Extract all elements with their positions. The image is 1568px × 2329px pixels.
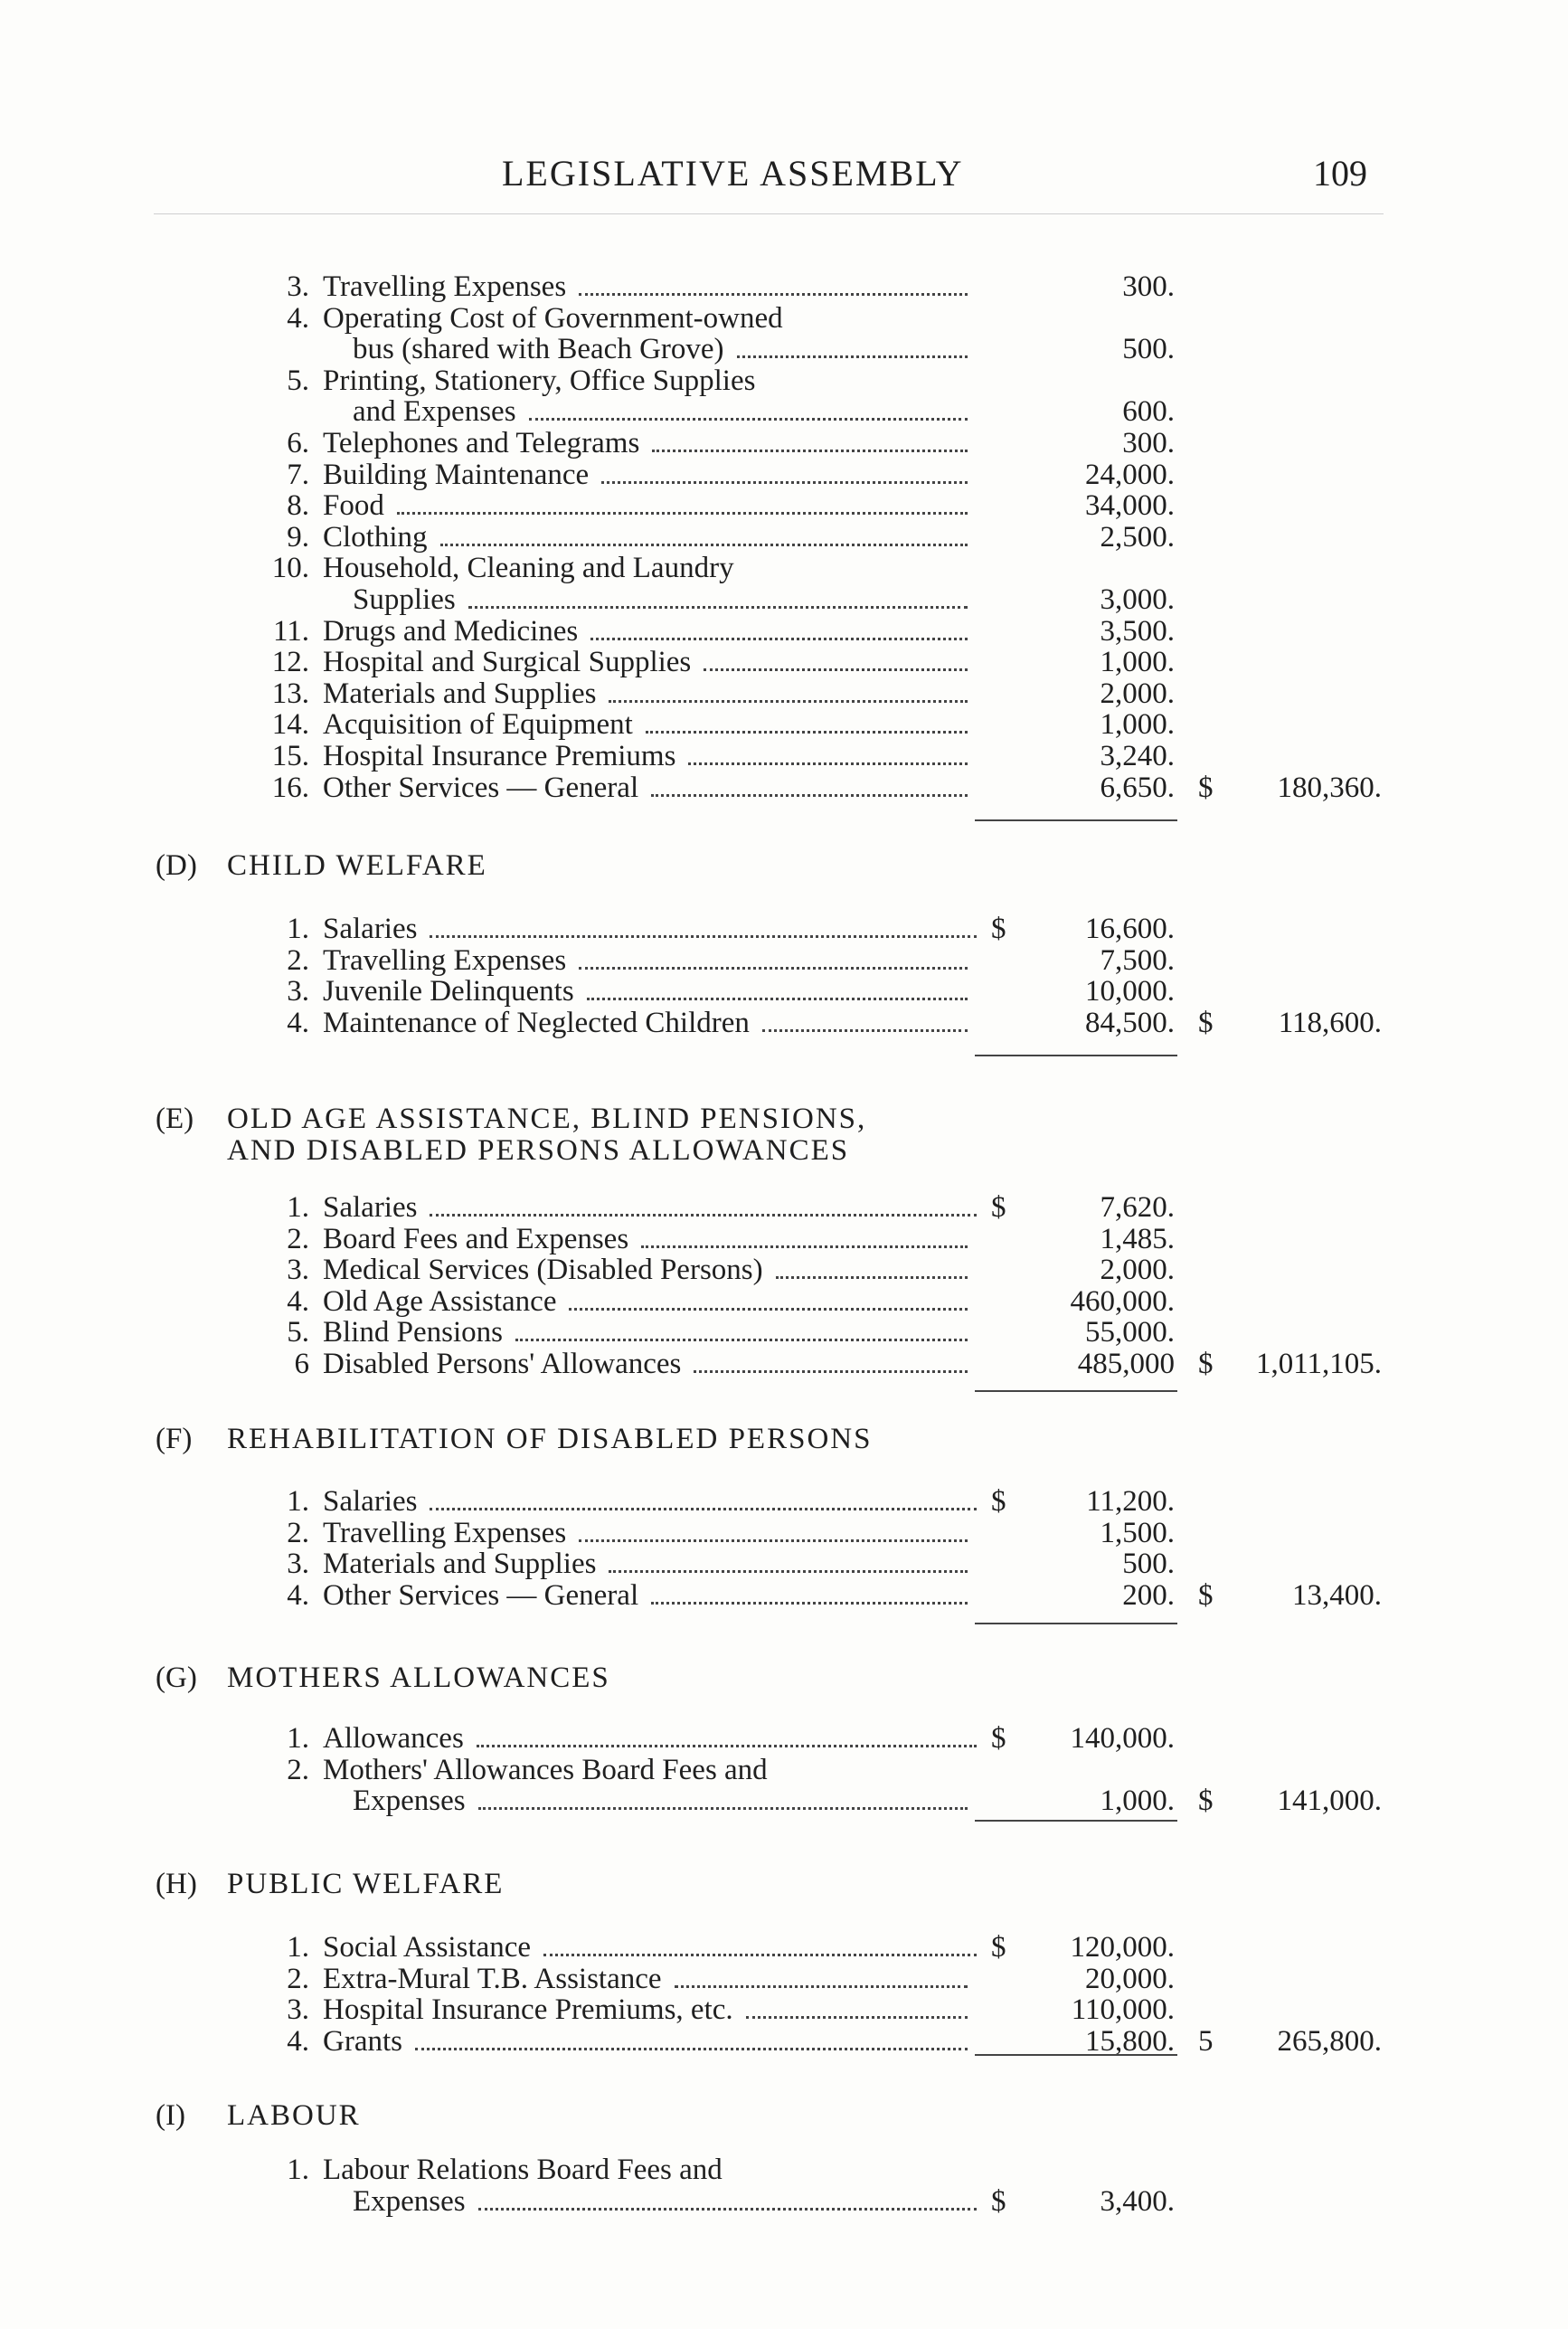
section-heading — [0, 1103, 1568, 1135]
item-number: 10. — [271, 552, 309, 585]
item-amount: 7,500. — [1100, 943, 1175, 977]
line-item — [0, 1224, 1568, 1255]
line-item — [0, 1254, 1568, 1286]
dot-leader — [688, 762, 968, 765]
item-amount: 500. — [1122, 333, 1175, 366]
item-description: Hospital Insurance Premiums, etc. — [323, 1993, 733, 2027]
line-item — [0, 428, 1568, 459]
line-item — [0, 365, 1568, 397]
item-number: 1. — [287, 913, 309, 945]
subtotal-rule — [975, 1820, 1177, 1822]
dot-leader — [694, 1370, 968, 1373]
dot-leader — [515, 1339, 968, 1341]
item-description: Travelling Expenses — [323, 943, 567, 977]
item-description: Disabled Persons' Allowances — [323, 1348, 682, 1380]
item-description: Other Services — General — [323, 771, 639, 804]
item-amount: 24,000. — [1085, 458, 1175, 491]
item-number: 2. — [287, 1222, 309, 1255]
item-amount: 2,500. — [1100, 520, 1175, 554]
subtotal-rule — [975, 1623, 1177, 1624]
line-item — [0, 303, 1568, 335]
dot-leader — [652, 450, 968, 452]
item-amount: 300. — [1122, 427, 1175, 459]
item-amount: 10,000. — [1085, 975, 1175, 1008]
dot-leader — [675, 1985, 968, 1988]
item-description: Supplies — [353, 583, 456, 616]
item-description: Hospital Insurance Premiums — [323, 740, 676, 772]
item-number: 14. — [271, 708, 309, 742]
item-number: 5. — [287, 364, 309, 397]
dot-leader — [601, 481, 968, 484]
item-number: 4. — [287, 1006, 309, 1039]
item-number: 3. — [287, 1254, 309, 1287]
section-title: LABOUR — [227, 2099, 361, 2132]
section-title: OLD AGE ASSISTANCE, BLIND PENSIONS, — [227, 1103, 867, 1135]
section-heading — [0, 1869, 1568, 1900]
item-description: Mothers' Allowances Board Fees and — [323, 1753, 768, 1786]
item-description: Allowances — [323, 1722, 464, 1755]
dot-leader — [762, 1029, 968, 1032]
item-amount: 11,200. — [1086, 1485, 1175, 1518]
page-number: 109 — [1313, 153, 1367, 194]
item-number: 3. — [287, 270, 309, 303]
item-number: 4. — [287, 1578, 309, 1612]
line-item — [0, 1317, 1568, 1349]
item-number: 12. — [271, 646, 309, 679]
item-description: Hospital and Surgical Supplies — [323, 646, 692, 679]
section-total: 180,360. — [1277, 771, 1382, 804]
dot-leader — [543, 1954, 977, 1956]
dot-leader — [430, 935, 977, 938]
line-item — [0, 2154, 1568, 2186]
line-item — [0, 616, 1568, 648]
item-description: Social Assistance — [323, 1931, 532, 1964]
dot-leader — [776, 1276, 968, 1279]
item-amount: 200. — [1122, 1578, 1175, 1612]
item-amount: 500. — [1122, 1548, 1175, 1581]
dot-leader — [478, 1807, 968, 1810]
item-description: Extra-Mural T.B. Assistance — [323, 1962, 662, 1995]
line-item — [0, 459, 1568, 491]
line-item — [0, 1964, 1568, 1995]
item-amount: 84,500. — [1085, 1006, 1175, 1039]
item-description: Clothing — [323, 520, 428, 554]
item-amount: 1,000. — [1100, 708, 1175, 742]
item-description: Salaries — [323, 1485, 418, 1518]
line-item — [0, 1785, 1568, 1817]
line-item — [0, 741, 1568, 772]
item-description: Printing, Stationery, Office Supplies — [323, 364, 756, 397]
dot-leader — [641, 1245, 968, 1248]
section-total: 1,011,105. — [1255, 1348, 1382, 1380]
section-letter: (H) — [156, 1868, 197, 1900]
item-number: 8. — [287, 489, 309, 523]
section-letter: (I) — [156, 2099, 185, 2132]
item-description: Materials and Supplies — [323, 677, 597, 710]
page-header — [0, 152, 1568, 199]
item-description: Old Age Assistance — [323, 1284, 557, 1318]
line-item — [0, 1008, 1568, 1039]
section-total: 141,000. — [1277, 1785, 1382, 1818]
dot-leader — [468, 606, 968, 609]
line-item — [0, 976, 1568, 1008]
dot-leader — [430, 1214, 977, 1217]
line-item — [0, 1192, 1568, 1224]
line-item — [0, 1580, 1568, 1612]
section-title-line2: AND DISABLED PERSONS ALLOWANCES — [227, 1133, 850, 1167]
item-amount: 2,000. — [1100, 1254, 1175, 1287]
item-description: Materials and Supplies — [323, 1548, 597, 1581]
item-number: 3. — [287, 1548, 309, 1581]
dot-leader — [477, 1745, 977, 1747]
section-letter: (F) — [156, 1423, 193, 1455]
subtotal-rule — [975, 819, 1177, 821]
dot-leader — [609, 1570, 968, 1573]
item-amount: 110,000. — [1071, 1993, 1175, 2027]
page-title: LEGISLATIVE ASSEMBLY — [502, 153, 964, 194]
item-amount: 120,000. — [1070, 1931, 1175, 1964]
line-item — [0, 1518, 1568, 1549]
item-description: Grants — [323, 2024, 402, 2058]
total-dollar-sign: $ — [1198, 1006, 1214, 1039]
item-number: 4. — [287, 1284, 309, 1318]
item-description: Expenses — [353, 2184, 466, 2218]
dollar-sign: $ — [991, 1485, 1006, 1518]
item-number: 2. — [287, 943, 309, 977]
item-description: Labour Relations Board Fees and — [323, 2154, 723, 2186]
item-description: Board Fees and Expenses — [323, 1222, 629, 1255]
line-item — [0, 2186, 1568, 2218]
line-item — [0, 914, 1568, 945]
item-amount: 20,000. — [1085, 1962, 1175, 1995]
subtotal-rule — [975, 2054, 1177, 2056]
section-total: 13,400. — [1292, 1578, 1382, 1612]
line-item — [0, 1755, 1568, 1786]
line-item — [0, 522, 1568, 554]
dot-leader — [746, 2016, 968, 2019]
header-rule — [154, 213, 1384, 214]
line-item — [0, 490, 1568, 522]
item-number: 3. — [287, 1993, 309, 2027]
item-description: Expenses — [353, 1785, 466, 1818]
line-item — [0, 396, 1568, 428]
section-heading — [0, 2100, 1568, 2132]
item-number: 1. — [287, 2154, 309, 2186]
item-amount: 3,240. — [1100, 740, 1175, 772]
item-description: Acquisition of Equipment — [323, 708, 633, 742]
item-amount: 3,000. — [1100, 583, 1175, 616]
item-description: Salaries — [323, 1191, 418, 1224]
item-number: 16. — [271, 771, 309, 804]
dollar-sign: $ — [991, 2184, 1006, 2218]
item-number: 6 — [294, 1348, 309, 1380]
item-number: 5. — [287, 1316, 309, 1349]
item-number: 1. — [287, 1722, 309, 1755]
total-dollar-sign: $ — [1198, 1348, 1214, 1380]
item-amount: 55,000. — [1085, 1316, 1175, 1349]
item-amount: 1,000. — [1100, 646, 1175, 679]
item-amount: 3,500. — [1100, 614, 1175, 648]
line-item — [0, 772, 1568, 804]
total-dollar-sign: $ — [1198, 1578, 1214, 1612]
dot-leader — [737, 355, 968, 358]
item-description: Medical Services (Disabled Persons) — [323, 1254, 763, 1287]
dollar-sign: $ — [991, 1931, 1006, 1964]
dollar-sign: $ — [991, 1722, 1006, 1755]
item-description: Blind Pensions — [323, 1316, 503, 1349]
dot-leader — [478, 2208, 977, 2211]
item-number: 2. — [287, 1962, 309, 1995]
item-number: 1. — [287, 1931, 309, 1964]
line-item — [0, 945, 1568, 977]
item-amount: 6,650. — [1100, 771, 1175, 804]
item-description: Telephones and Telegrams — [323, 427, 640, 459]
dollar-sign: $ — [991, 1191, 1006, 1224]
dot-leader — [529, 418, 968, 421]
item-amount: 140,000. — [1070, 1722, 1175, 1755]
item-number: 13. — [271, 677, 309, 710]
item-description: Food — [323, 489, 384, 523]
section-title: CHILD WELFARE — [227, 849, 487, 882]
line-item — [0, 584, 1568, 616]
subtotal-rule — [975, 1055, 1177, 1056]
section-title: REHABILITATION OF DISABLED PERSONS — [227, 1423, 873, 1455]
item-amount: 34,000. — [1085, 489, 1175, 523]
dot-leader — [609, 700, 968, 703]
item-number: 11. — [272, 614, 309, 648]
dot-leader — [587, 998, 968, 1000]
line-item — [0, 1486, 1568, 1518]
item-description: Operating Cost of Government-owned — [323, 301, 783, 335]
item-description: Juvenile Delinquents — [323, 975, 574, 1008]
dot-leader — [590, 638, 968, 640]
line-item — [0, 2026, 1568, 2058]
item-number: 4. — [287, 2024, 309, 2058]
dot-leader — [569, 1308, 968, 1311]
item-description: Drugs and Medicines — [323, 614, 579, 648]
section-title: PUBLIC WELFARE — [227, 1868, 505, 1900]
item-number: 2. — [287, 1753, 309, 1786]
section-letter: (E) — [156, 1103, 194, 1135]
item-description: Household, Cleaning and Laundry — [323, 552, 734, 585]
item-amount: 600. — [1122, 395, 1175, 429]
dot-leader — [397, 512, 968, 515]
line-item — [0, 553, 1568, 584]
line-item — [0, 678, 1568, 710]
item-number: 1. — [287, 1485, 309, 1518]
item-number: 1. — [287, 1191, 309, 1224]
line-item — [0, 1286, 1568, 1318]
item-amount: 1,500. — [1100, 1516, 1175, 1549]
item-amount: 485,000 — [1077, 1348, 1175, 1380]
line-item — [0, 1932, 1568, 1964]
item-number: 9. — [287, 520, 309, 554]
section-heading-cont — [0, 1135, 1568, 1167]
line-item — [0, 709, 1568, 741]
section-heading — [0, 1662, 1568, 1694]
item-number: 6. — [287, 427, 309, 459]
line-item — [0, 271, 1568, 303]
item-number: 4. — [287, 301, 309, 335]
line-item — [0, 1723, 1568, 1755]
item-description: Other Services — General — [323, 1578, 639, 1612]
item-amount: 7,620. — [1100, 1191, 1175, 1224]
item-description: bus (shared with Beach Grove) — [353, 333, 724, 366]
item-amount: 3,400. — [1100, 2184, 1175, 2218]
item-description: Travelling Expenses — [323, 270, 567, 303]
section-heading — [0, 1424, 1568, 1455]
item-description: Salaries — [323, 913, 418, 945]
dot-leader — [579, 967, 968, 970]
line-item — [0, 1349, 1568, 1380]
total-dollar-sign: $ — [1198, 1785, 1214, 1818]
item-amount: 300. — [1122, 270, 1175, 303]
dollar-sign: $ — [991, 913, 1006, 945]
line-item — [0, 334, 1568, 365]
dot-leader — [415, 2048, 968, 2050]
item-amount: 460,000. — [1070, 1284, 1175, 1318]
section-letter: (D) — [156, 849, 197, 882]
line-item — [0, 1548, 1568, 1580]
section-total: 265,800. — [1277, 2024, 1382, 2058]
item-amount: 16,600. — [1085, 913, 1175, 945]
section-total: 118,600. — [1278, 1006, 1382, 1039]
dot-leader — [579, 1539, 968, 1542]
item-amount: 1,485. — [1100, 1222, 1175, 1255]
item-description: Maintenance of Neglected Children — [323, 1006, 750, 1039]
section-title: MOTHERS ALLOWANCES — [227, 1662, 610, 1694]
dot-leader — [651, 794, 968, 797]
line-item — [0, 647, 1568, 678]
item-description: Building Maintenance — [323, 458, 590, 491]
dot-leader — [430, 1508, 977, 1510]
section-heading — [0, 850, 1568, 882]
dot-leader — [704, 668, 968, 671]
total-dollar-sign: 5 — [1198, 2024, 1214, 2058]
section-letter: (G) — [156, 1662, 197, 1694]
total-dollar-sign: $ — [1198, 771, 1214, 804]
dot-leader — [651, 1602, 968, 1605]
line-item — [0, 1994, 1568, 2026]
item-number: 15. — [271, 740, 309, 772]
item-number: 7. — [287, 458, 309, 491]
item-number: 2. — [287, 1516, 309, 1549]
item-amount: 1,000. — [1100, 1785, 1175, 1818]
dot-leader — [646, 731, 968, 734]
subtotal-rule — [975, 1390, 1177, 1392]
item-description: and Expenses — [353, 395, 516, 429]
item-amount: 15,800. — [1085, 2024, 1175, 2058]
item-amount: 2,000. — [1100, 677, 1175, 710]
dot-leader — [440, 544, 968, 546]
item-number: 3. — [287, 975, 309, 1008]
item-description: Travelling Expenses — [323, 1516, 567, 1549]
dot-leader — [579, 293, 968, 296]
